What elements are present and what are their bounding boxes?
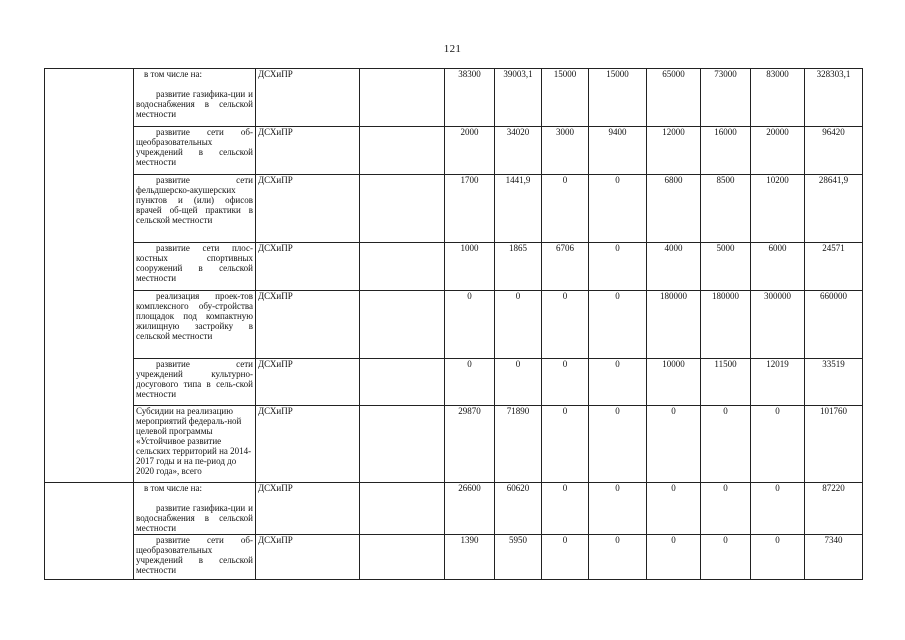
description-cell: [134, 69, 256, 127]
program-cell: [45, 483, 134, 580]
program-cell: [45, 69, 134, 483]
value-cell: 0: [701, 406, 751, 483]
value-cell: 24571: [805, 243, 863, 291]
empty-cell: [360, 359, 445, 406]
value-cell: 0: [589, 243, 647, 291]
table-row: [45, 359, 863, 406]
executor-cell: ДСХиПР: [256, 535, 360, 580]
value-cell: 0: [751, 483, 805, 535]
description-text: развитие сети учреждений культурно-досугового типа в сель-ской местности: [136, 359, 253, 399]
description-cell: [134, 175, 256, 243]
value-cell: 20000: [751, 127, 805, 175]
value-cell: 12000: [647, 127, 701, 175]
value-cell: 71890: [495, 406, 542, 483]
value-cell: 0: [445, 291, 495, 359]
subsection-header: в том числе на:: [144, 483, 202, 493]
empty-cell: [360, 127, 445, 175]
value-cell: 300000: [751, 291, 805, 359]
description-text: развитие сети об-щеобразовательных учреждений в сельской местности: [136, 535, 253, 575]
empty-cell: [360, 243, 445, 291]
value-cell: 7340: [805, 535, 863, 580]
value-cell: 8500: [701, 175, 751, 243]
empty-cell: [360, 535, 445, 580]
value-cell: 28641,9: [805, 175, 863, 243]
description-text: Субсидии на реализацию мероприятий федераль-ной целевой программы «Устойчивое развитие сельских территорий на 2014-2017 годы и на пе-риод до 2020 года», всего: [136, 406, 252, 476]
table-row: [45, 243, 863, 291]
value-cell: 0: [589, 359, 647, 406]
value-cell: 0: [542, 406, 589, 483]
value-cell: 26600: [445, 483, 495, 535]
value-cell: 2000: [445, 127, 495, 175]
description-text: развитие сети фельдшерско-акушерских пунктов и (или) офисов врачей об-щей практики в сельской местности: [136, 175, 253, 225]
table-row: [45, 291, 863, 359]
value-cell: 96420: [805, 127, 863, 175]
value-cell: 1865: [495, 243, 542, 291]
value-cell: 1441,9: [495, 175, 542, 243]
description-cell: [134, 127, 256, 175]
value-cell: 4000: [647, 243, 701, 291]
value-cell: 0: [647, 535, 701, 580]
value-cell: 73000: [701, 69, 751, 127]
value-cell: 0: [751, 406, 805, 483]
description-cell: [134, 535, 256, 580]
table-row: [45, 406, 863, 483]
table-row: [45, 127, 863, 175]
value-cell: 3000: [542, 127, 589, 175]
value-cell: 34020: [495, 127, 542, 175]
table-row: [45, 175, 863, 243]
executor-cell: ДСХиПР: [256, 175, 360, 243]
value-cell: 0: [589, 291, 647, 359]
description-cell: [134, 243, 256, 291]
value-cell: 0: [589, 535, 647, 580]
executor-cell: ДСХиПР: [256, 127, 360, 175]
value-cell: 9400: [589, 127, 647, 175]
executor-cell: ДСХиПР: [256, 483, 360, 535]
subsection-header: в том числе на:: [144, 69, 202, 79]
value-cell: 0: [542, 175, 589, 243]
value-cell: 5000: [701, 243, 751, 291]
value-cell: 15000: [542, 69, 589, 127]
table-row: [45, 483, 863, 535]
value-cell: 0: [542, 291, 589, 359]
executor-cell: ДСХиПР: [256, 243, 360, 291]
executor-cell: ДСХиПР: [256, 291, 360, 359]
executor-cell: ДСХиПР: [256, 69, 360, 127]
description-cell: [134, 359, 256, 406]
description-text: реализация проек-тов комплексного обу-стройства площадок под компактную жилищную застройку в сельской местности: [136, 291, 253, 341]
value-cell: 0: [589, 483, 647, 535]
table-row: [45, 69, 863, 127]
value-cell: 0: [751, 535, 805, 580]
description-cell: [134, 406, 256, 483]
value-cell: 38300: [445, 69, 495, 127]
empty-cell: [360, 69, 445, 127]
value-cell: 0: [542, 359, 589, 406]
value-cell: 83000: [751, 69, 805, 127]
value-cell: 11500: [701, 359, 751, 406]
value-cell: 6706: [542, 243, 589, 291]
value-cell: 0: [495, 359, 542, 406]
value-cell: 0: [495, 291, 542, 359]
value-cell: 39003,1: [495, 69, 542, 127]
empty-cell: [360, 175, 445, 243]
description-text: развитие газифика-ции и водоснабжения в сельской местности: [136, 89, 253, 119]
value-cell: 60620: [495, 483, 542, 535]
value-cell: 101760: [805, 406, 863, 483]
value-cell: 0: [589, 175, 647, 243]
value-cell: 0: [542, 483, 589, 535]
value-cell: 0: [445, 359, 495, 406]
executor-cell: ДСХиПР: [256, 359, 360, 406]
description-text: развитие сети об-щеобразовательных учреждений в сельской местности: [136, 127, 253, 167]
executor-cell: ДСХиПР: [256, 406, 360, 483]
description-cell: [134, 483, 256, 535]
value-cell: 6000: [751, 243, 805, 291]
value-cell: 0: [647, 483, 701, 535]
value-cell: 328303,1: [805, 69, 863, 127]
value-cell: 1390: [445, 535, 495, 580]
empty-cell: [360, 291, 445, 359]
description-text: развитие сети плос-костных спортивных сооружений в сельской местности: [136, 243, 253, 283]
description-cell: [134, 291, 256, 359]
value-cell: 180000: [647, 291, 701, 359]
table-row: [45, 535, 863, 580]
empty-cell: [360, 406, 445, 483]
value-cell: 16000: [701, 127, 751, 175]
value-cell: 0: [542, 535, 589, 580]
value-cell: 660000: [805, 291, 863, 359]
value-cell: 15000: [589, 69, 647, 127]
value-cell: 29870: [445, 406, 495, 483]
value-cell: 0: [647, 406, 701, 483]
value-cell: 0: [701, 483, 751, 535]
value-cell: 65000: [647, 69, 701, 127]
page-number: 121: [443, 43, 462, 55]
empty-cell: [360, 483, 445, 535]
description-text: развитие газифика-ции и водоснабжения в сельской местности: [136, 503, 253, 533]
value-cell: 6800: [647, 175, 701, 243]
value-cell: 10200: [751, 175, 805, 243]
value-cell: 10000: [647, 359, 701, 406]
value-cell: 180000: [701, 291, 751, 359]
value-cell: 0: [589, 406, 647, 483]
value-cell: 1000: [445, 243, 495, 291]
value-cell: 5950: [495, 535, 542, 580]
value-cell: 1700: [445, 175, 495, 243]
value-cell: 33519: [805, 359, 863, 406]
value-cell: 12019: [751, 359, 805, 406]
budget-table: [44, 68, 863, 580]
value-cell: 87220: [805, 483, 863, 535]
value-cell: 0: [701, 535, 751, 580]
